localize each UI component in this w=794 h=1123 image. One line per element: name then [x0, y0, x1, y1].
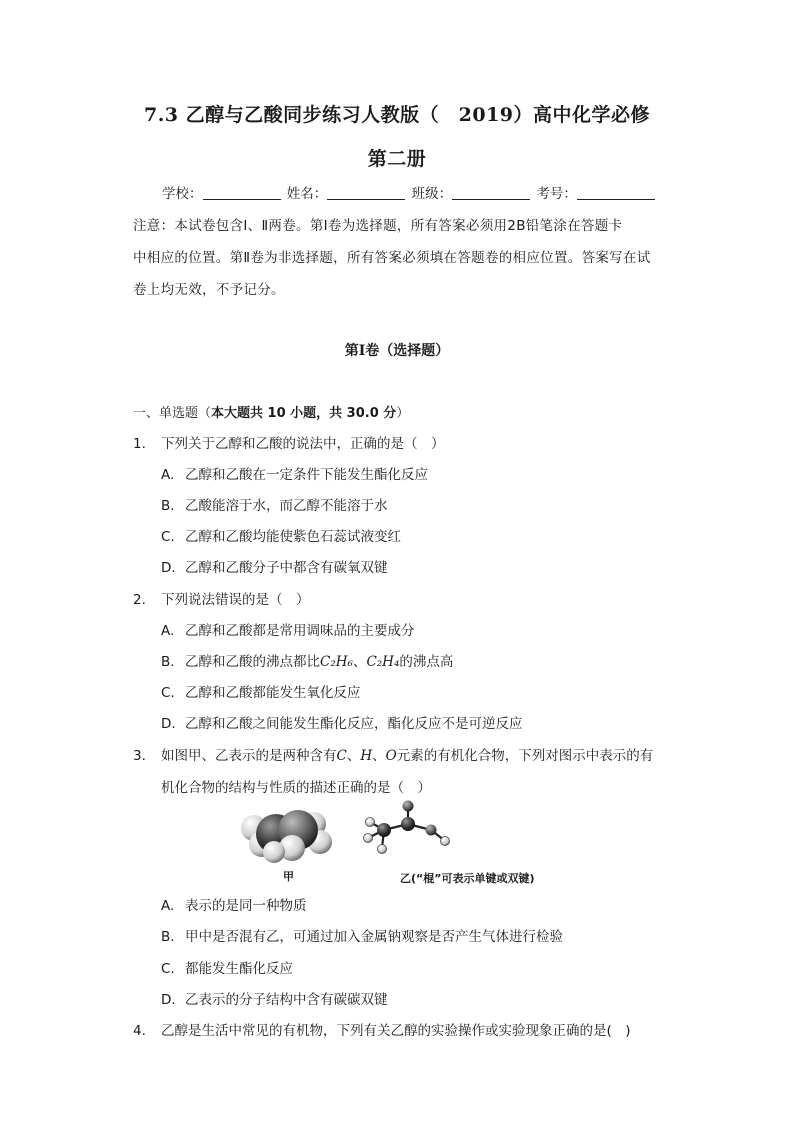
notice-line-2: 中相应的位置。第Ⅱ卷为非选择题，所有答案必须填在答题卷的相应位置。答案写在试 [133, 250, 651, 266]
notice-line-1: 注意：本试卷包含Ⅰ、Ⅱ两卷。第Ⅰ卷为选择题，所有答案必须用2B铅笔涂在答题卡 [133, 218, 623, 234]
option-text: 表示的是同一种物质 [185, 898, 307, 914]
question-3-line-2: 机化合物的结构与性质的描述正确的是（ ） [161, 780, 431, 796]
separator: 、 [372, 748, 386, 764]
option-text-post: 的沸点高 [399, 654, 454, 670]
q1-option-b[interactable] [161, 494, 388, 514]
formula-c2h6: C₂H₆ [320, 654, 353, 670]
part-header [133, 402, 409, 421]
question-number: 3. [133, 748, 146, 764]
name-label: 姓名： [286, 186, 328, 202]
name-blank[interactable] [327, 185, 405, 200]
option-text: 乙酸能溶于水，而乙醇不能溶于水 [185, 498, 388, 514]
option-text: 乙醇和乙酸在一定条件下能发生酯化反应 [185, 467, 428, 483]
option-letter: B. [161, 654, 175, 670]
molecule-figure [236, 800, 566, 890]
question-3 [133, 744, 653, 764]
option-text: 乙醇和乙酸都是常用调味品的主要成分 [185, 623, 415, 639]
option-letter: D. [161, 716, 176, 732]
school-blank[interactable] [203, 185, 281, 200]
question-2 [133, 588, 310, 608]
question-text-pre: 如图甲、乙表示的是两种含有 [161, 748, 337, 764]
figure-label-b: 乙(“棍”可表示单键或双键) [400, 872, 535, 885]
q2-option-d[interactable] [161, 712, 523, 732]
notice-line-3: 卷上均无效，不予记分。 [133, 282, 285, 298]
class-blank[interactable] [452, 185, 530, 200]
element-h: H [360, 748, 373, 764]
option-text: 甲中是否混有乙，可通过加入金属钠观察是否产生气体进行检验 [185, 929, 563, 945]
option-letter: A. [161, 623, 175, 639]
option-letter: B. [161, 498, 175, 514]
q1-option-d[interactable] [161, 556, 388, 576]
option-letter: A. [161, 467, 175, 483]
q3-option-a[interactable] [161, 894, 307, 914]
part-header-detail: 本大题共 10 小题，共 30.0 分 [211, 406, 397, 421]
option-text: 乙醇和乙酸分子中都含有碳氧双键 [185, 560, 388, 576]
q1-option-c[interactable] [161, 525, 401, 545]
q2-option-b[interactable] [161, 650, 453, 670]
option-text-sep: 、 [352, 654, 367, 670]
option-letter: D. [161, 560, 176, 576]
option-letter: A. [161, 898, 175, 914]
element-c: C [336, 748, 347, 764]
q3-option-c[interactable] [161, 957, 293, 977]
option-text: 都能发生酯化反应 [185, 961, 293, 977]
q2-option-c[interactable] [161, 681, 361, 701]
question-number: 2. [133, 592, 146, 608]
q1-option-a[interactable] [161, 463, 428, 483]
figure-label-a: 甲 [283, 870, 294, 883]
atoms [364, 801, 450, 854]
option-text: 乙醇和乙酸之间能发生酯化反应，酯化反应不是可逆反应 [185, 716, 523, 732]
option-letter: C. [161, 961, 175, 977]
page-subtitle: 第二册 [367, 148, 427, 170]
question-text: 下列关于乙醇和乙酸的说法中，正确的是（ ） [161, 436, 445, 452]
option-text: 乙醇和乙酸都能发生氧化反应 [185, 685, 361, 701]
student-info-line [162, 182, 657, 202]
section-title: 第Ⅰ卷（选择题） [344, 343, 450, 359]
exam-number-blank[interactable] [577, 185, 655, 200]
space-filling-model [241, 810, 332, 863]
question-number: 1. [133, 436, 146, 452]
question-text-post: 元素的有机化合物，下列对图示中表示的有 [396, 748, 654, 764]
option-letter: C. [161, 529, 175, 545]
q2-option-a[interactable] [161, 619, 415, 639]
class-label: 班级： [411, 186, 453, 202]
option-text: 乙表示的分子结构中含有碳碳双键 [185, 992, 388, 1008]
q3-option-d[interactable] [161, 988, 388, 1008]
question-number: 4. [133, 1023, 146, 1039]
page-title: 7.3 乙醇与乙酸同步练习人教版（ 2019）高中化学必修 [143, 104, 651, 126]
part-header-suffix: ） [396, 406, 410, 421]
option-letter: B. [161, 929, 175, 945]
school-label: 学校： [162, 186, 203, 202]
part-header-prefix: 一、单选题（ [133, 406, 212, 421]
formula-c2h4: C₂H₄ [366, 654, 400, 670]
question-text: 下列说法错误的是（ ） [161, 592, 310, 608]
question-4 [133, 1019, 631, 1039]
option-letter: C. [161, 685, 175, 701]
exam-number-label: 考号： [536, 186, 577, 202]
question-1 [133, 432, 445, 452]
element-o: O [385, 748, 397, 764]
option-letter: D. [161, 992, 176, 1008]
option-text-pre: 乙醇和乙酸的沸点都比 [185, 654, 320, 670]
q3-option-b[interactable] [161, 925, 563, 945]
question-text: 乙醇是生活中常见的有机物，下列有关乙醇的实验操作或实验现象正确的是( ) [161, 1023, 631, 1039]
separator: 、 [346, 748, 361, 764]
option-text: 乙醇和乙酸均能使紫色石蕊试液变红 [185, 529, 401, 545]
